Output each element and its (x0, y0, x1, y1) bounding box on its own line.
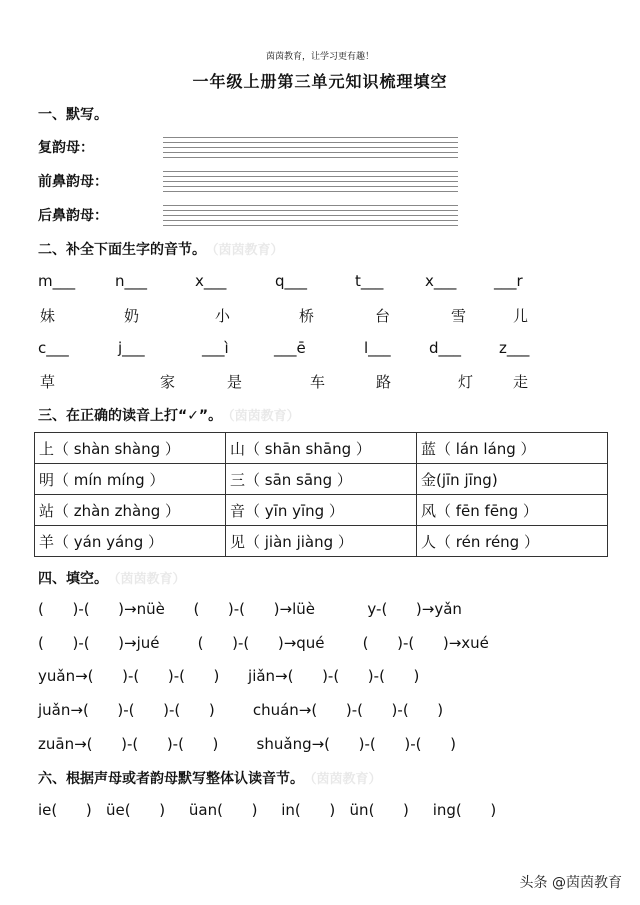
hanzi: 车 (310, 373, 326, 391)
char-row-1 (38, 305, 558, 325)
table-cell[interactable]: 人（ rén réng ） (417, 526, 608, 557)
hanzi: 奶 (124, 307, 140, 325)
watermark: （茵茵教育） (212, 243, 284, 258)
fill-line-5[interactable]: zuān→( )-( )-( ) shuǎng→( )-( )-( ) (38, 735, 456, 753)
whole-syllable-line[interactable]: ie( ) üe( ) üan( ) in( ) ün( ) ing( ) (38, 801, 497, 819)
syllable-blank[interactable]: t___ (355, 272, 384, 290)
section4-heading: 四、填空。 （茵茵教育） (38, 571, 186, 587)
hanzi: 是 (227, 373, 243, 391)
syllable-blank[interactable]: c___ (38, 339, 69, 357)
syllable-blank[interactable]: ___ē (274, 339, 306, 357)
hanzi: 灯 (458, 373, 474, 391)
syllable-blank[interactable]: m___ (38, 272, 76, 290)
page-title: 一年级上册第三单元知识梳理填空 (192, 72, 448, 91)
watermark: （茵茵教育） (114, 572, 186, 587)
header-slogan: 茵茵教育，让学习更有趣！ (265, 52, 374, 62)
footer-attribution: 头条 @茵茵教育 (519, 875, 622, 891)
fill-line-2[interactable]: ( )-( )→jué ( )-( )→qué ( )-( )→xué (38, 634, 489, 652)
table-row (35, 464, 608, 495)
hanzi: 台 (375, 307, 391, 325)
hanzi: 桥 (299, 307, 315, 325)
syllable-blank[interactable]: z___ (499, 339, 530, 357)
fill-line-3[interactable]: yuǎn→( )-( )-( ) jiǎn→( )-( )-( ) (38, 667, 420, 685)
writing-lines-2[interactable] (163, 171, 458, 196)
table-cell[interactable]: 上（ shàn shàng ） (35, 433, 226, 464)
label-compound-finals: 复韵母： (38, 140, 94, 156)
section2-heading: 二、补全下面生字的音节。 （茵茵教育） (38, 242, 284, 258)
hanzi: 儿 (513, 307, 529, 325)
watermark: （茵茵教育） (228, 409, 300, 424)
watermark: （茵茵教育） (310, 772, 382, 787)
table-cell[interactable]: 音（ yīn yīng ） (226, 495, 417, 526)
hanzi: 妹 (40, 307, 56, 325)
table-cell[interactable]: 风（ fēn fēng ） (417, 495, 608, 526)
syllable-blank[interactable]: l___ (364, 339, 391, 357)
char-row-2 (38, 371, 558, 391)
table-cell[interactable]: 山（ shān shāng ） (226, 433, 417, 464)
hanzi: 家 (160, 373, 176, 391)
pinyin-choice-table (34, 432, 608, 557)
table-cell[interactable]: 金(jīn jīng) (417, 464, 608, 495)
syllable-blank[interactable]: x___ (425, 272, 457, 290)
table-row (35, 433, 608, 464)
fill-line-1[interactable]: ( )-( )→nüè ( )-( )→lüè y-( )→yǎn (38, 600, 462, 618)
writing-lines-3[interactable] (163, 205, 458, 230)
table-cell[interactable]: 羊（ yán yáng ） (35, 526, 226, 557)
table-cell[interactable]: 蓝（ lán láng ） (417, 433, 608, 464)
section3-heading: 三、在正确的读音上打“✓”。 （茵茵教育） (38, 408, 300, 424)
table-cell[interactable]: 三（ sān sāng ） (226, 464, 417, 495)
hanzi: 走 (513, 373, 529, 391)
table-row (35, 495, 608, 526)
hanzi: 雪 (451, 307, 467, 325)
syllable-blank[interactable]: x___ (195, 272, 227, 290)
label-front-nasal-finals: 前鼻韵母： (38, 174, 108, 190)
fill-line-4[interactable]: juǎn→( )-( )-( ) chuán→( )-( )-( ) (38, 701, 444, 719)
table-row (35, 526, 608, 557)
hanzi: 路 (376, 373, 392, 391)
hanzi: 小 (215, 307, 231, 325)
table-cell[interactable]: 见（ jiàn jiàng ） (226, 526, 417, 557)
table-cell[interactable]: 明（ mín míng ） (35, 464, 226, 495)
table-cell[interactable]: 站（ zhàn zhàng ） (35, 495, 226, 526)
syllable-blank[interactable]: n___ (115, 272, 148, 290)
syllable-row-1 (38, 272, 558, 292)
label-back-nasal-finals: 后鼻韵母： (38, 208, 108, 224)
hanzi: 草 (40, 373, 56, 391)
section1-heading: 一、默写。 (38, 107, 108, 123)
syllable-blank[interactable]: d___ (429, 339, 462, 357)
writing-lines-1[interactable] (163, 137, 458, 162)
syllable-blank[interactable]: q___ (275, 272, 308, 290)
section6-heading: 六、根据声母或者韵母默写整体认读音节。 （茵茵教育） (38, 771, 382, 787)
syllable-blank[interactable]: ___r (494, 272, 523, 290)
syllable-blank[interactable]: ___ì (202, 339, 229, 357)
syllable-row-2 (38, 339, 558, 359)
syllable-blank[interactable]: j___ (118, 339, 145, 357)
